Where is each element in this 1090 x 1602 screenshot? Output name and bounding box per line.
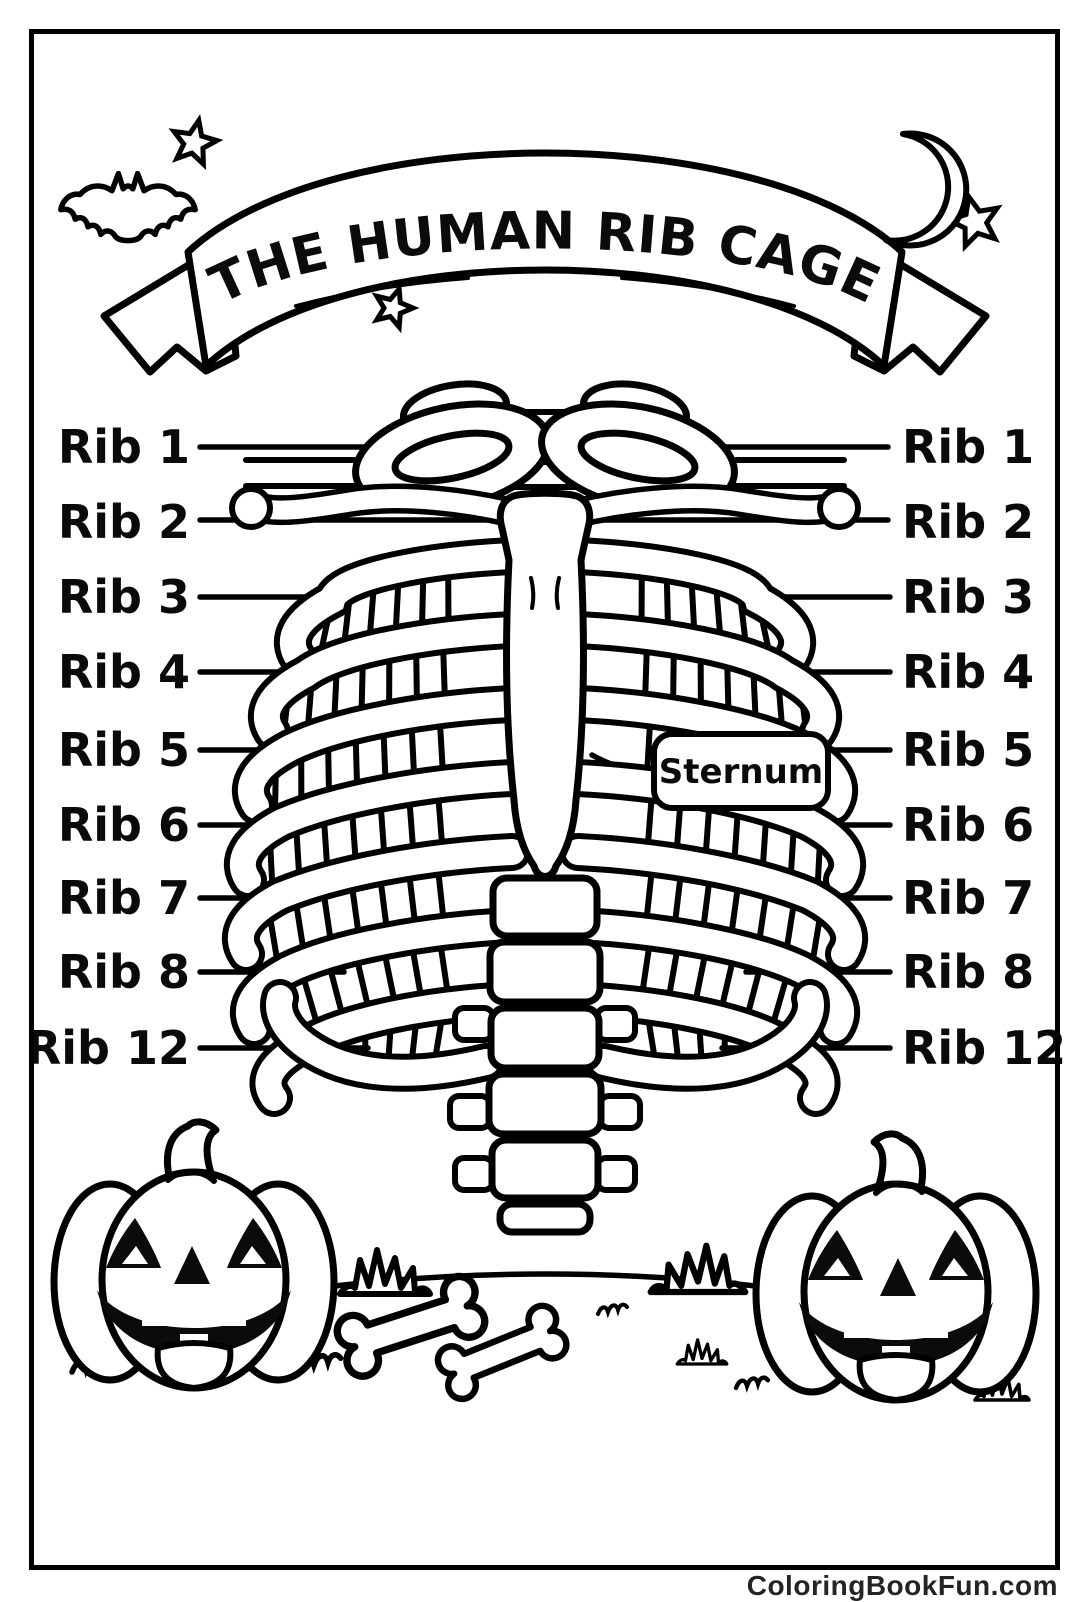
rib-label: Rib 7 (902, 871, 1035, 925)
crescent-moon-icon (886, 134, 966, 246)
grass-tuft (651, 1246, 746, 1292)
rib-label: Rib 4 (902, 645, 1035, 699)
rib-label: Rib 2 (57, 495, 190, 549)
rib-label: Rib 7 (57, 871, 190, 925)
grass-mark (598, 1305, 627, 1314)
rib-label: Rib 6 (57, 798, 190, 852)
jack-o-lantern-right (756, 1134, 1036, 1400)
grass-mark (736, 1378, 768, 1388)
sternum-label-text: Sternum (658, 752, 824, 792)
clavicle-knob (232, 489, 270, 527)
bat-icon (61, 174, 195, 241)
rib-label: Rib 1 (57, 420, 190, 474)
transverse-process (455, 1008, 493, 1040)
rib-label: Rib 5 (902, 723, 1035, 777)
star-icon (169, 116, 220, 166)
rib-label: Rib 1 (902, 420, 1035, 474)
rib-label: Rib 4 (57, 645, 190, 699)
jack-o-lantern-left (54, 1122, 334, 1388)
footer-website-text: ColoringBookFun.com (746, 1570, 1058, 1601)
banner-ribbon (104, 153, 986, 372)
grass-tuft (677, 1340, 727, 1364)
rib-label: Rib 8 (902, 945, 1035, 999)
rib-labels-left (26, 420, 190, 1075)
sternum-label (654, 734, 828, 808)
banner-title: THE HUMAN RIB CAGE (200, 201, 890, 316)
rib-label: Rib 5 (57, 723, 190, 777)
rib-labels-right (902, 420, 1066, 1075)
rib-label: Rib 8 (57, 945, 190, 999)
rib-label: Rib 2 (902, 495, 1035, 549)
rib-label: Rib 3 (902, 570, 1035, 624)
sternum-bone (500, 493, 589, 876)
rib-label: Rib 12 (25, 1021, 190, 1075)
grass-tuft (340, 1250, 430, 1294)
rib-label: Rib 3 (57, 570, 190, 624)
rib-label: Rib 6 (902, 798, 1035, 852)
vertebra (493, 878, 597, 936)
rib-label: Rib 12 (902, 1021, 1067, 1075)
